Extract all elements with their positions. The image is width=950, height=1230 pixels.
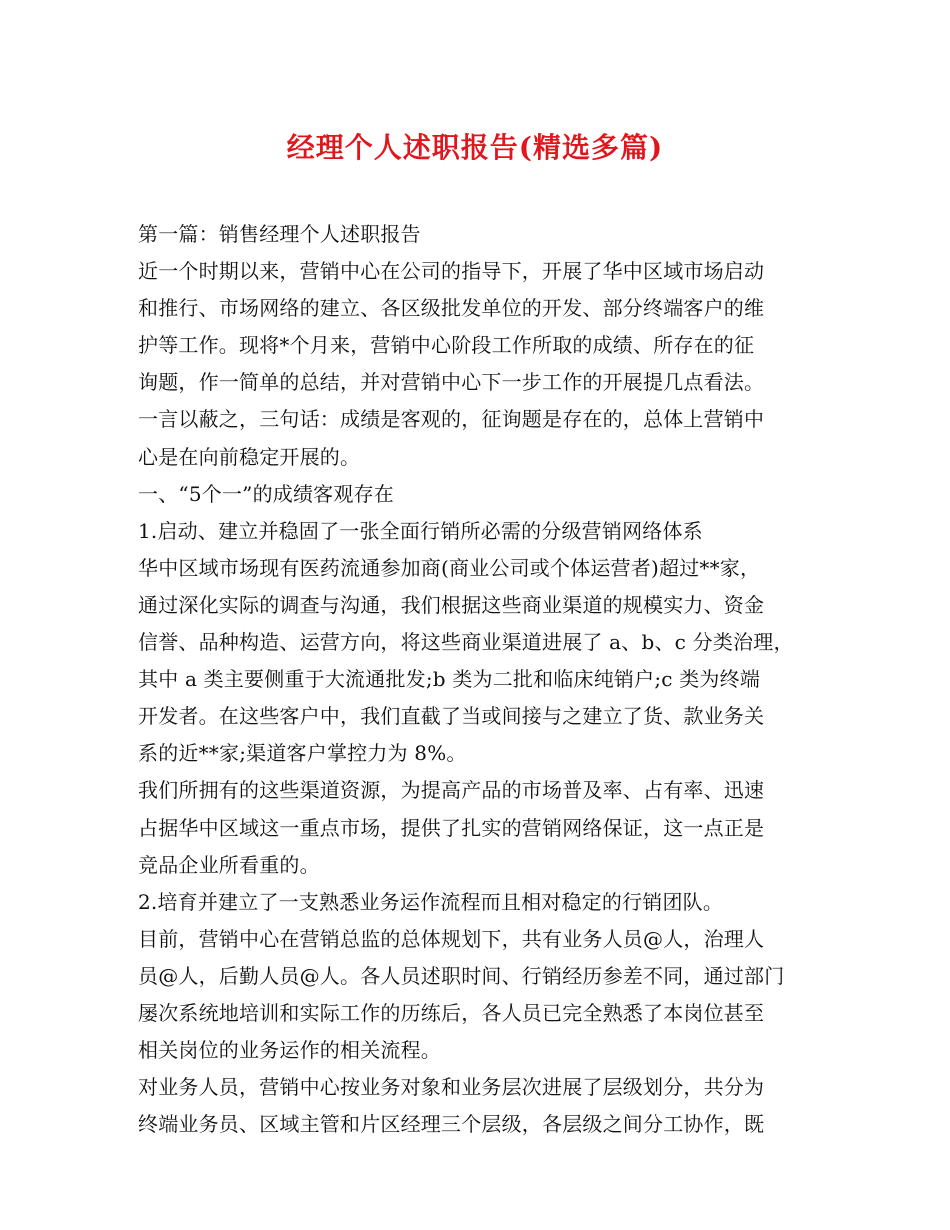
- document-body: [138, 216, 818, 1143]
- body-line: 系的近**家;渠道客户掌控力为 8%。: [138, 741, 467, 766]
- subsection-heading: 一、“5个一”的成绩客观存在: [138, 481, 394, 506]
- body-line: 一言以蔽之，三句话：成绩是客观的，征询题是存在的，总体上营销中: [138, 407, 765, 432]
- section-heading: 第一篇：销售经理个人述职报告: [138, 222, 421, 246]
- body-line: 开发者。在这些客户中，我们直截了当或间接与之建立了货、款业务关: [138, 704, 765, 729]
- body-line: 其中 a 类主要侧重于大流通批发;b 类为二批和临床纯销户;c 类为终端: [138, 667, 761, 692]
- body-line: 通过深化实际的调查与沟通，我们根据这些商业渠道的规模实力、资金: [138, 592, 765, 617]
- body-line: 竞品企业所看重的。: [138, 852, 320, 877]
- body-line: 华中区域市场现有医药流通参加商(商业公司或个体运营者)超过**家，: [138, 555, 761, 580]
- body-line: 员@人，后勤人员@人。各人员述职时间、行销经历参差不同，通过部门: [138, 963, 785, 988]
- body-line: 和推行、市场网络的建立、各区级批发单位的开发、部分终端客户的维: [138, 296, 765, 321]
- body-line: 屡次系统地培训和实际工作的历练后，各人员已完全熟悉了本岗位甚至: [138, 1000, 765, 1025]
- body-line: 终端业务员、区域主管和片区经理三个层级，各层级之间分工协作，既: [138, 1112, 765, 1137]
- body-line: 询题，作一简单的总结，并对营销中心下一步工作的开展提几点看法。: [138, 370, 765, 395]
- body-line: 占据华中区域这一重点市场，提供了扎实的营销网络保证，这一点正是: [138, 815, 765, 840]
- body-line: 对业务人员，营销中心按业务对象和业务层次进展了层级划分，共分为: [138, 1075, 765, 1100]
- body-line: 信誉、品种构造、运营方向，将这些商业渠道进展了 a、b、c 分类治理，: [138, 630, 794, 655]
- body-line: 护等工作。现将*个月来，营销中心阶段工作所取的成绩、所存在的征: [138, 333, 755, 358]
- body-line: 相关岗位的业务运作的相关流程。: [138, 1038, 441, 1063]
- list-item-heading: 2.培育并建立了一支熟悉业务运作流程而且相对稳定的行销团队。: [138, 889, 724, 914]
- body-line: 我们所拥有的这些渠道资源，为提高产品的市场普及率、占有率、迅速: [138, 778, 765, 803]
- document-title: 经理个人述职报告(精选多篇): [286, 131, 664, 164]
- body-line: 心是在向前稳定开展的。: [138, 444, 361, 469]
- body-line: 目前，营销中心在营销总监的总体规划下，共有业务人员@人，治理人: [138, 926, 765, 951]
- body-line: 近一个时期以来，营销中心在公司的指导下，开展了华中区域市场启动: [138, 259, 765, 284]
- list-item-heading: 1.启动、建立并稳固了一张全面行销所必需的分级营销网络体系: [138, 518, 703, 543]
